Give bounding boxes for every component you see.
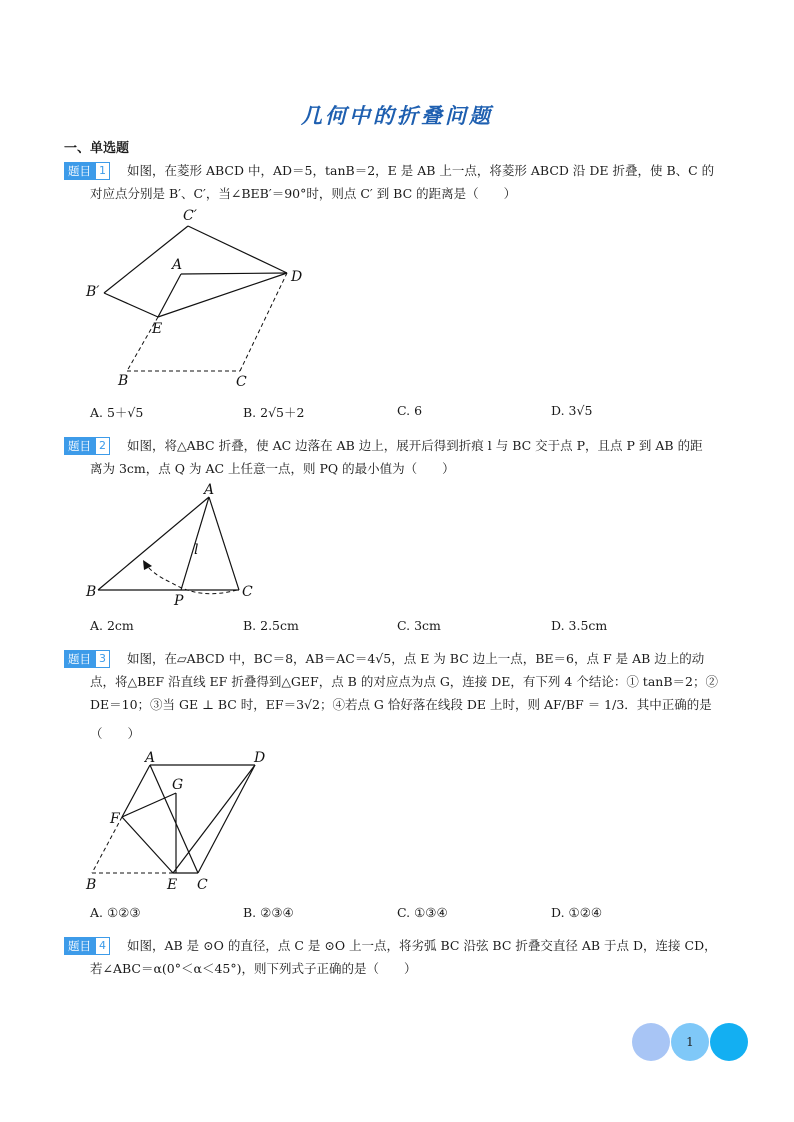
segment-b-a	[98, 497, 209, 590]
question-tag-4	[64, 937, 110, 955]
segment-bp-e	[104, 293, 158, 317]
question-3-line-3: DE＝10；③当 GE ⊥ BC 时，EF＝3√2；④若点 G 恰好落在线段 DE 上时，则 AF/BF ＝ 1/3．其中正确的是	[90, 697, 712, 712]
question-1-figure	[80, 200, 320, 395]
question-2-figure	[80, 478, 270, 608]
segment-a-f	[122, 765, 150, 817]
question-tag-label: 题目	[64, 162, 95, 180]
fold-arrow-head	[143, 560, 152, 570]
question-3-option-c[interactable]: C. ①③④	[397, 905, 448, 920]
question-4-line-1: 如图，AB 是 ⊙O 的直径，点 C 是 ⊙O 上一点，将劣弧 BC 沿弦 BC 折叠交直径 AB 于点 D，连接 CD，	[127, 938, 717, 953]
label-e: E	[152, 321, 163, 337]
section-heading: 一、单选题	[64, 141, 130, 156]
question-3-line-2: 点，将△BEF 沿直线 EF 折叠得到△GEF，点 B 的对应点为点 G，连接 DE，有下列 4 个结论：① tanB＝2；②	[90, 674, 718, 689]
question-3-line-4: （ ）	[90, 726, 141, 741]
dashed-c-d	[240, 273, 287, 371]
label-b: B	[86, 877, 97, 893]
question-1-line-1: 如图，在菱形 ABCD 中，AD＝5，tanB＝2，E 是 AB 上一点，将菱形 ABCD 沿 DE 折叠，使 B、C 的	[127, 163, 715, 178]
question-tag-1	[64, 162, 110, 180]
segment-cp-d	[188, 226, 287, 273]
label-f: F	[110, 811, 120, 827]
segment-a-d	[181, 273, 287, 274]
question-number: 1	[95, 162, 110, 180]
segment-f-e	[122, 817, 173, 873]
question-3-line-1: 如图，在▱ABCD 中，BC＝8，AB＝AC＝4√5，点 E 为 BC 边上一点，BE＝6，点 F 是 AB 边上的动	[127, 651, 705, 666]
question-2-option-c[interactable]: C. 3cm	[397, 618, 441, 633]
question-1-option-c[interactable]: C. 6	[397, 403, 423, 418]
question-1-option-a[interactable]: A. 5＋√5	[90, 405, 144, 420]
label-d: D	[291, 269, 303, 285]
question-2-option-a[interactable]: A. 2cm	[90, 618, 134, 633]
question-1-option-d[interactable]: D. 3√5	[551, 403, 593, 418]
question-tag-label: 题目	[64, 437, 95, 455]
question-tag-3	[64, 650, 110, 668]
label-c: C	[242, 584, 253, 600]
question-4-line-2: 若∠ABC＝α(0°＜α＜45°)，则下列式子正确的是（ ）	[90, 961, 417, 976]
label-d: D	[254, 750, 266, 766]
label-a: A	[204, 482, 215, 498]
label-c-prime: C′	[183, 208, 197, 224]
question-1-option-b[interactable]: B. 2√5＋2	[243, 405, 305, 420]
question-tag-2	[64, 437, 110, 455]
question-2-option-b[interactable]: B. 2.5cm	[243, 618, 299, 633]
label-b: B	[118, 373, 129, 389]
question-2-line-2: 离为 3cm，点 Q 为 AC 上任意一点，则 PQ 的最小值为（ ）	[90, 461, 455, 476]
label-p: P	[174, 593, 184, 609]
page-number-badge	[632, 1023, 748, 1061]
label-b-prime: B′	[86, 284, 100, 300]
segment-a-c	[209, 497, 239, 590]
badge-circle-right	[710, 1023, 748, 1061]
segment-d-c	[198, 765, 255, 873]
question-number: 4	[95, 937, 110, 955]
segment-e-d	[173, 765, 255, 873]
question-2-option-d[interactable]: D. 3.5cm	[551, 618, 608, 633]
label-a: A	[145, 750, 156, 766]
question-3-option-b[interactable]: B. ②③④	[243, 905, 294, 920]
document-title: 几何中的折叠问题	[301, 103, 493, 128]
question-3-option-a[interactable]: A. ①②③	[90, 905, 141, 920]
question-tag-label: 题目	[64, 650, 95, 668]
question-3-option-d[interactable]: D. ①②④	[551, 905, 603, 920]
label-e: E	[167, 877, 178, 893]
question-tag-label: 题目	[64, 937, 95, 955]
page-number: 1	[686, 1035, 694, 1049]
badge-circle-left	[632, 1023, 670, 1061]
question-number: 2	[95, 437, 110, 455]
label-c: C	[197, 877, 208, 893]
label-g: G	[172, 777, 184, 793]
label-b: B	[86, 584, 97, 600]
question-number: 3	[95, 650, 110, 668]
label-l: l	[194, 542, 199, 558]
question-2-line-1: 如图，将△ABC 折叠，使 AC 边落在 AB 边上，展开后得到折痕 l 与 BC 交于点 P，且点 P 到 AB 的距	[127, 438, 703, 453]
fold-arrow	[145, 563, 237, 594]
label-a: A	[172, 257, 183, 273]
question-1-line-2: 对应点分别是 B′、C′，当∠BEB′＝90°时，则点 C′ 到 BC 的距离是（ ）	[90, 186, 517, 201]
label-c: C	[236, 374, 247, 390]
question-3-figure	[80, 745, 280, 895]
